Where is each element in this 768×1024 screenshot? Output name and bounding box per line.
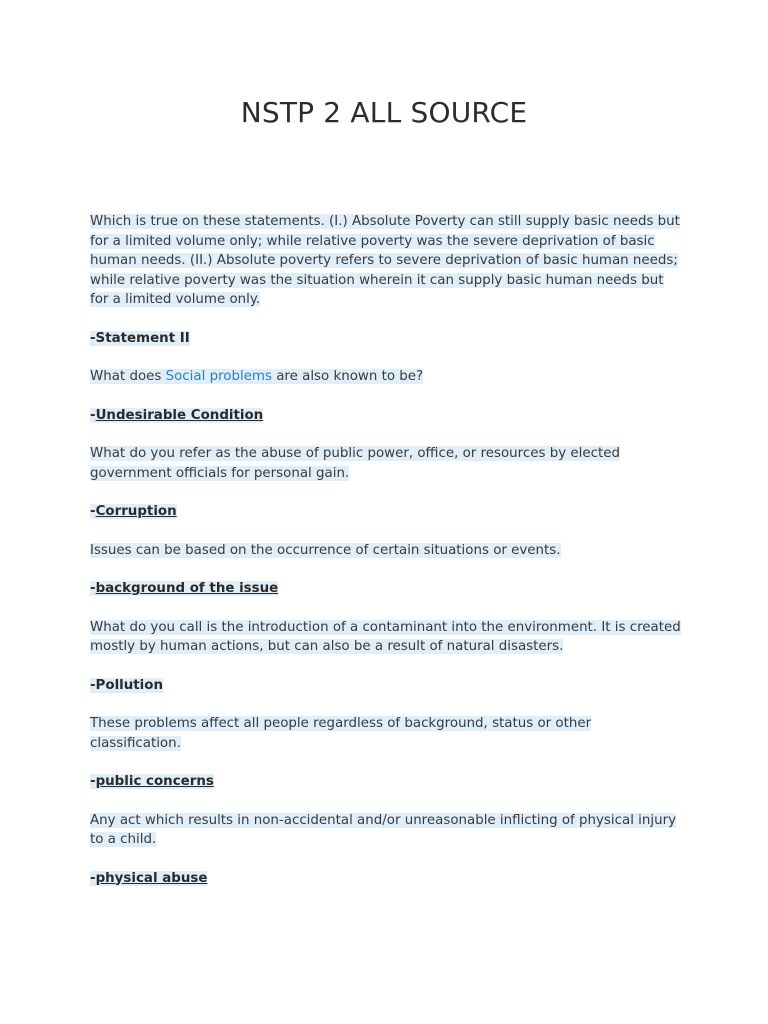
document-body (90, 212, 682, 907)
question-6 (90, 714, 682, 753)
question-1-text: Which is true on these statements. (I.) Absolute Poverty can still supply basic needs but for a limited volume only; while relative poverty was the severe deprivation of basic human needs. (II.) Absolute poverty refers to severe deprivation of basic human needs; while relative poverty was the situation wherein it can supply basic human needs but for a limited volume only. (90, 214, 680, 307)
answer-6-dash: - (90, 774, 96, 789)
answer-4 (90, 579, 682, 599)
answer-2-text: Undesirable Condition (95, 407, 264, 423)
question-3 (90, 444, 682, 483)
answer-7-text: physical abuse (95, 870, 208, 886)
answer-1 (90, 329, 682, 349)
answer-4-dash: - (90, 581, 96, 596)
answer-7-dash: - (90, 870, 96, 886)
question-2 (90, 367, 682, 387)
answer-6-text: public concerns (95, 774, 214, 789)
question-1 (90, 212, 682, 310)
question-5-text: What do you call is the introduction of a contaminant into the environment. It is created mostly by human actions, but can also be a result of natural disasters. (90, 619, 681, 654)
question-3-text: What do you refer as the abuse of public power, office, or resources by elected government officials for personal gain. (90, 446, 620, 481)
answer-2-dash: - (90, 407, 96, 423)
answer-2 (90, 406, 682, 426)
question-5 (90, 618, 682, 657)
question-4-text: Issues can be based on the occurrence of certain situations or events. (90, 542, 561, 558)
question-4 (90, 541, 682, 561)
question-2-suffix: are also known to be? (271, 369, 424, 384)
question-6-text: These problems affect all people regardless of background, status or other classification. (90, 716, 592, 751)
answer-7 (90, 869, 682, 889)
answer-1-text: -Statement II (90, 330, 190, 346)
question-7 (90, 811, 682, 850)
answer-5-text: -Pollution (90, 677, 164, 693)
page-title: NSTP 2 ALL SOURCE (240, 96, 528, 129)
answer-3-dash: - (90, 504, 96, 519)
answer-5 (90, 676, 682, 696)
answer-6 (90, 772, 682, 792)
social-problems-link[interactable]: Social problems (165, 369, 272, 384)
question-2-prefix: What does (90, 369, 166, 384)
answer-3 (90, 502, 682, 522)
answer-4-text: background of the issue (95, 581, 279, 596)
answer-3-text: Corruption (95, 504, 177, 519)
question-7-text: Any act which results in non-accidental and/or unreasonable inflicting of physical injury to a child. (90, 812, 677, 847)
